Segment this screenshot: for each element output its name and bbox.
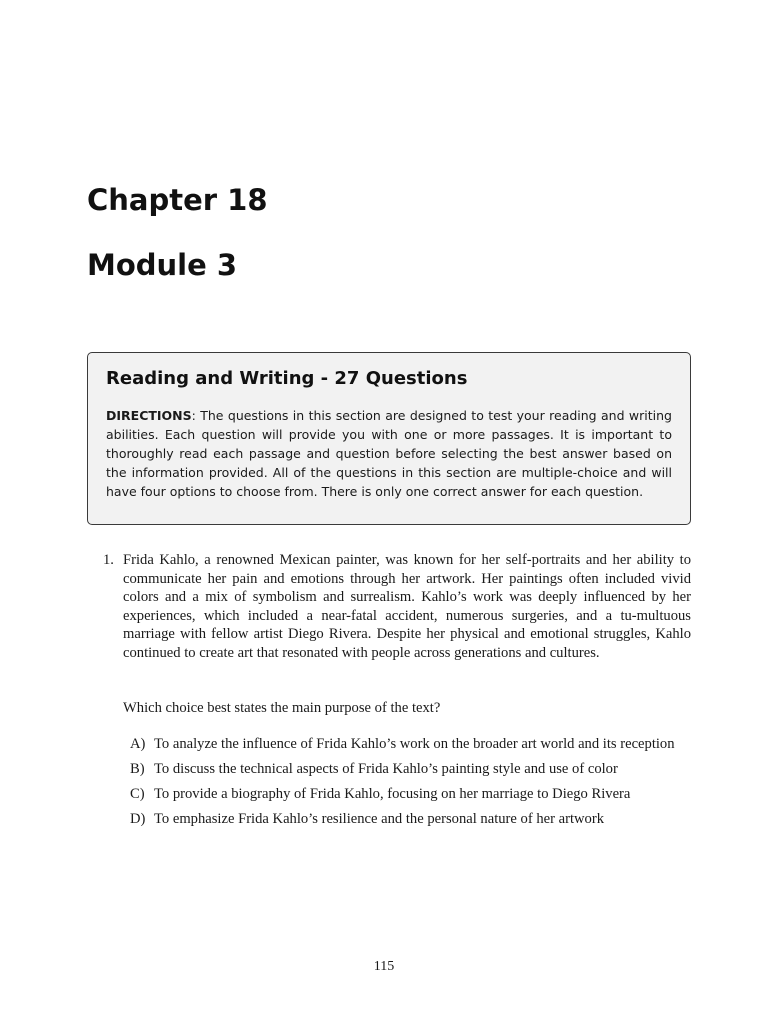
choice-text: To emphasize Frida Kahlo’s resilience and the personal nature of her artwork: [154, 811, 605, 828]
answer-choice-d[interactable]: [130, 810, 691, 829]
choice-letter: B): [130, 761, 145, 778]
choice-text: To analyze the influence of Frida Kahlo’s work on the broader art world and its reception: [154, 736, 675, 753]
choice-letter: C): [130, 786, 145, 803]
question-number: 1.: [103, 552, 114, 568]
module-title: Module 3: [87, 248, 238, 282]
chapter-title: Chapter 18: [87, 183, 268, 217]
answer-choice-b[interactable]: [130, 760, 691, 779]
choice-letter: D): [130, 811, 146, 828]
question-1: [103, 551, 691, 836]
directions-paragraph: [106, 406, 672, 501]
page-number: 115: [373, 959, 395, 974]
choice-text: To discuss the technical aspects of Frida Kahlo’s painting style and use of color: [154, 761, 618, 778]
answer-choice-c[interactable]: [130, 785, 691, 804]
question-passage: Frida Kahlo, a renowned Mexican painter, was known for her self-portraits and her ability to communicate her pain and emotions through her artwork. Her paintings often included vivid colors and a mix of symbolism and surrealism. Kahlo’s work was deeply influenced by her experiences, which included a near-fatal accident, numerous surgeries, and a tu-multuous marriage with fellow artist Diego Rivera. Despite her physical and emotional struggles, Kahlo continued to create art that resonated with people across generations and cultures.: [123, 552, 691, 661]
question-passage-row: [103, 551, 691, 663]
answer-choices: [130, 735, 691, 829]
directions-label: DIRECTIONS: [106, 408, 192, 423]
directions-box: [87, 352, 691, 525]
directions-text: : The questions in this section are designed to test your reading and writing abilities. Each question will provide you with one or more passages. It is important to thoroughly read each passage and question before selecting the best answer based on the information provided. All of the questions in this section are multiple-choice and will have four options to choose from. There is only one correct answer for each question.: [106, 408, 672, 499]
choice-text: To provide a biography of Frida Kahlo, focusing on her marriage to Diego Rivera: [154, 786, 631, 803]
choice-letter: A): [130, 736, 146, 753]
question-prompt: Which choice best states the main purpose of the text?: [123, 699, 441, 716]
answer-choice-a[interactable]: [130, 735, 691, 754]
section-title: Reading and Writing - 27 Questions: [106, 368, 468, 389]
